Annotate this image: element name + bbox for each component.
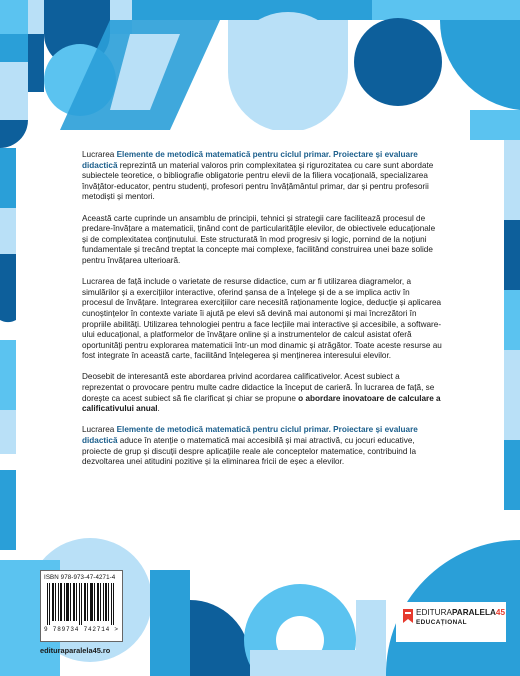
book-flag-icon xyxy=(402,608,414,624)
barcode-icon xyxy=(45,583,118,625)
publisher-website: edituraparalela45.ro xyxy=(40,646,111,655)
isbn-label: ISBN 978-973-47-4271-4 xyxy=(44,574,116,581)
isbn-barcode-box xyxy=(40,570,123,642)
paragraph-1: Lucrarea Elemente de metodică matematică pentru ciclul primar. Proiectare și evaluare didactică reprezintă un material valoros prin complexitatea și rigurozitatea cu care sunt abordate subiectele teoretice, o bibliografie obligatorie pentru elevii de la filiera vocațională, specializarea învățător-educator, pentru studenți, profesori pentru învățământul primar, dar și pentru profesorii metodiști și mentori. xyxy=(82,150,434,202)
publisher-logo xyxy=(402,607,506,637)
barcode-number: 9 789734 742714 > xyxy=(44,626,119,633)
publisher-name: EDITURAPARALELA45 xyxy=(416,608,506,617)
publisher-imprint: EDUCAȚIONAL xyxy=(416,619,467,626)
paragraph-2: Această carte cuprinde un ansamblu de principii, tehnici și strategii care facilitează procesul de predare-învățare a matematicii, ținând cont de particularitățile elevilor, de obiectivele educaționale și de complexitatea conținutului. Este structurată în mod progresiv și logic, pornind de la noțiuni fundamentale și trecând treptat la concepte mai complexe, facilitând construirea unei baze solide pentru învățarea ulterioară. xyxy=(82,213,436,265)
book-title-highlight: Elemente de metodică matematică pentru ciclul primar. Proiectare și evaluare didactică xyxy=(82,150,418,170)
description-text xyxy=(82,150,442,478)
grading-approach-bold: o abordare inovatoare de calculare a calificativului anual xyxy=(82,393,441,414)
book-title-highlight-2: Elemente de metodică matematică pentru ciclul primar. Proiectare și evaluare didactică xyxy=(82,425,418,446)
paragraph-3: Lucrarea de față include o varietate de resurse didactice, cum ar fi utilizarea diagramelor, a simulărilor și a exercițiilor interactive, oferind șansa de a înțelege și de a se implica activ în procesul de învățare. Integrarea exercițiilor care necesită raționamente logice, deducție și aplicarea cunoștințelor în contexte variate îi ajută pe elevi să devină mai autonomi și mai încrezători în propriile abilități. Utilizarea tehnologiei pentru a face lecțiile mai interactive și accesibile, a software-ului educațional, a platformelor de învățare online și a instrumentelor de calcul asistat oferă oportunități pentru explorarea matematicii într-un mod dinamic și atrăgător. Toate aceste resurse au fost integrate în această carte, facilitând înțelegerea și menținerea interesului elevilor. xyxy=(82,277,442,361)
paragraph-4: Deosebit de interesantă este abordarea privind acordarea calificativelor. Acest subiect a reprezentat o provocare pentru multe cadre didactice la început de carieră. În lucrarea de față, se dorește ca acest subiect să fie clarificat și chiar se propune o abordare inovatoare de calculare a calificativului anual. xyxy=(82,372,441,414)
paragraph-5: Lucrarea Elemente de metodică matematică pentru ciclul primar. Proiectare și evaluare didactică aduce în atenție o matematică mai accesibilă și mai atractivă, cu jocuri educative, proiecte de grup și discuții despre aplicațiile reale ale conceptelor matematice, contribuind la dezvoltarea unei atitudini pozitive și la eliminarea fricii de eșec a elevilor. xyxy=(82,425,418,467)
